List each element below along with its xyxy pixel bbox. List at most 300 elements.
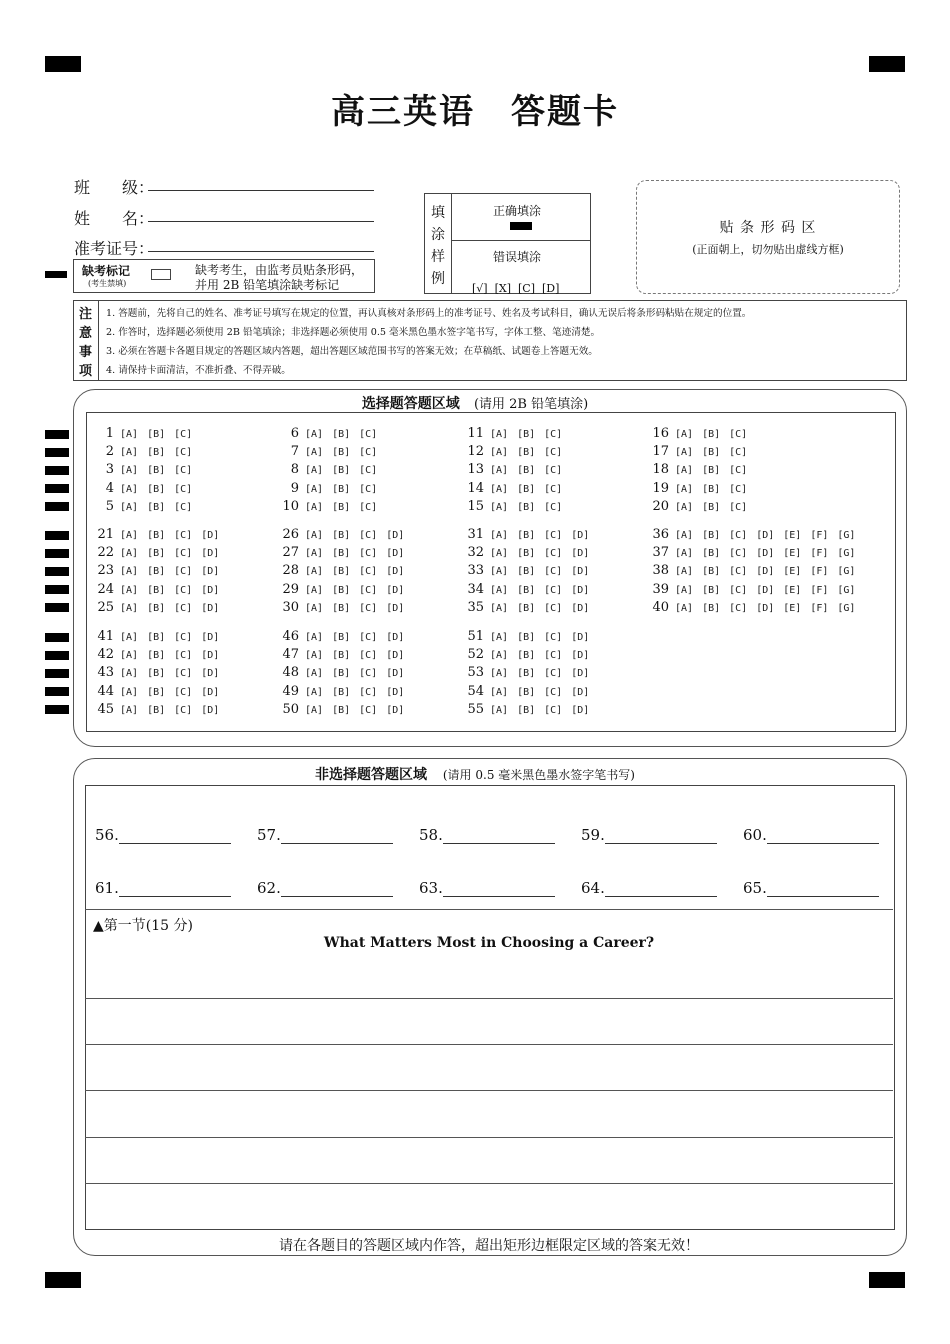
answer-bubble-c[interactable]: [C] (729, 429, 748, 440)
answer-bubble-f[interactable]: [F] (810, 566, 829, 578)
answer-bubble-d[interactable]: [D] (571, 548, 590, 560)
wrong-fill-label: 错误填涂 (493, 250, 542, 264)
answer-bubble-a[interactable]: [A] (120, 704, 139, 716)
absent-checkbox[interactable] (151, 269, 171, 280)
answer-bubble-b[interactable]: [B] (702, 447, 721, 459)
answer-bubble-c[interactable]: [C] (174, 632, 193, 643)
answer-bubble-a[interactable]: [A] (490, 447, 509, 459)
answer-bubble-f[interactable]: [F] (810, 584, 829, 596)
fill-blank[interactable] (743, 879, 879, 897)
answer-bubble-c[interactable]: [C] (729, 530, 748, 541)
answer-bubble-a[interactable]: [A] (120, 465, 139, 477)
blank-line[interactable] (281, 829, 393, 844)
answer-bubble-b[interactable]: [B] (332, 548, 351, 560)
answer-bubble-b[interactable]: [B] (147, 483, 166, 495)
answer-bubble-d[interactable]: [D] (571, 632, 590, 643)
answer-bubble-b[interactable]: [B] (517, 668, 536, 680)
answer-bubble-g[interactable]: [G] (837, 584, 856, 596)
notes-box (73, 300, 907, 381)
answer-bubble-b[interactable]: [B] (517, 602, 536, 614)
answer-bubble-a[interactable]: [A] (490, 465, 509, 477)
answer-bubble-d[interactable]: [D] (201, 584, 220, 596)
answer-bubble-b[interactable]: [B] (702, 530, 721, 541)
answer-bubble-a[interactable]: [A] (305, 548, 324, 560)
question-number: 26 (282, 527, 299, 542)
answer-bubble-a[interactable]: [A] (305, 465, 324, 477)
answer-bubble-b[interactable]: [B] (702, 584, 721, 596)
answer-bubble-a[interactable]: [A] (120, 668, 139, 680)
choice-question (92, 481, 201, 496)
answer-bubble-c[interactable]: [C] (544, 584, 563, 596)
answer-bubble-c[interactable]: [C] (544, 447, 563, 459)
answer-bubble-c[interactable]: [C] (544, 429, 563, 440)
timing-mark (45, 651, 69, 660)
answer-bubble-g[interactable]: [G] (837, 566, 856, 578)
answer-bubble-b[interactable]: [B] (147, 584, 166, 596)
answer-bubble-a[interactable]: [A] (305, 447, 324, 459)
answer-bubble-c[interactable]: [C] (359, 501, 378, 513)
absent-mark-box (73, 259, 375, 293)
answer-bubble-a[interactable]: [A] (675, 566, 694, 578)
answer-bubble-c[interactable]: [C] (359, 584, 378, 596)
answer-bubble-f[interactable]: [F] (810, 548, 829, 560)
choice-question (277, 444, 386, 459)
answer-bubble-d[interactable]: [D] (571, 686, 590, 698)
answer-bubble-d[interactable]: [D] (201, 686, 220, 698)
answer-bubble-c[interactable]: [C] (359, 704, 378, 716)
answer-bubble-d[interactable]: [D] (386, 548, 405, 560)
writing-line[interactable] (85, 998, 893, 999)
nonchoice-answer-box (85, 785, 895, 1230)
answer-bubble-c[interactable]: [C] (174, 465, 193, 477)
answer-bubble-a[interactable]: [A] (490, 602, 509, 614)
answer-bubble-c[interactable]: [C] (174, 650, 193, 662)
fill-blank[interactable] (419, 826, 555, 844)
answer-bubble-b[interactable]: [B] (517, 686, 536, 698)
answer-bubble-d[interactable]: [D] (386, 668, 405, 680)
answer-bubble-c[interactable]: [C] (359, 530, 378, 541)
question-number: 17 (652, 444, 669, 460)
blank-line[interactable] (767, 829, 879, 844)
answer-bubble-c[interactable]: [C] (359, 602, 378, 614)
answer-bubble-a[interactable]: [A] (120, 429, 139, 440)
choice-question (462, 563, 598, 578)
answer-bubble-b[interactable]: [B] (332, 686, 351, 698)
answer-bubble-g[interactable]: [G] (837, 602, 856, 614)
answer-bubble-a[interactable]: [A] (305, 632, 324, 643)
answer-bubble-c[interactable]: [C] (544, 650, 563, 662)
answer-bubble-b[interactable]: [B] (517, 530, 536, 541)
choice-question (277, 545, 413, 560)
answer-bubble-c[interactable]: [C] (174, 548, 193, 560)
answer-bubble-a[interactable]: [A] (490, 566, 509, 578)
answer-bubble-a[interactable]: [A] (675, 447, 694, 459)
answer-bubble-a[interactable]: [A] (490, 704, 509, 716)
fill-blank[interactable] (419, 879, 555, 897)
answer-bubble-b[interactable]: [B] (332, 429, 351, 440)
answer-bubble-b[interactable]: [B] (332, 602, 351, 614)
exam-id-field[interactable] (148, 251, 374, 252)
answer-bubble-d[interactable]: [D] (571, 650, 590, 662)
answer-bubble-b[interactable]: [B] (332, 632, 351, 643)
blank-number: 63. (419, 879, 443, 897)
answer-bubble-a[interactable]: [A] (675, 548, 694, 560)
fill-blank[interactable] (95, 826, 231, 844)
note-item: 2. 作答时，选择题必须使用 2B 铅笔填涂；非选择题必须使用 0.5 毫米黑色墨水签字笔书写，字体工整、笔迹清楚。 (106, 327, 601, 338)
timing-mark (45, 567, 69, 576)
page-title (0, 84, 950, 133)
answer-bubble-a[interactable]: [A] (120, 530, 139, 541)
answer-bubble-b[interactable]: [B] (332, 566, 351, 578)
answer-bubble-b[interactable]: [B] (517, 704, 536, 716)
choice-question (277, 426, 386, 441)
answer-bubble-d[interactable]: [D] (201, 566, 220, 578)
answer-bubble-c[interactable]: [C] (729, 584, 748, 596)
answer-bubble-b[interactable]: [B] (147, 548, 166, 560)
answer-bubble-c[interactable]: [C] (359, 632, 378, 643)
question-number: 25 (97, 599, 114, 615)
answer-bubble-a[interactable]: [A] (305, 668, 324, 680)
answer-bubble-b[interactable]: [B] (147, 632, 166, 643)
blank-line[interactable] (119, 882, 231, 897)
answer-bubble-c[interactable]: [C] (359, 668, 378, 680)
answer-bubble-c[interactable]: [C] (729, 602, 748, 614)
blank-line[interactable] (119, 829, 231, 844)
question-number: 47 (282, 647, 299, 663)
answer-bubble-e[interactable]: [E] (783, 548, 802, 560)
answer-bubble-c[interactable]: [C] (174, 704, 193, 716)
answer-bubble-a[interactable]: [A] (305, 650, 324, 662)
answer-bubble-c[interactable]: [C] (544, 668, 563, 680)
answer-bubble-a[interactable]: [A] (675, 465, 694, 477)
answer-bubble-d[interactable]: [D] (756, 602, 775, 614)
answer-bubble-d[interactable]: [D] (201, 530, 220, 541)
answer-bubble-c[interactable]: [C] (544, 548, 563, 560)
answer-bubble-a[interactable]: [A] (120, 447, 139, 459)
answer-bubble-b[interactable]: [B] (517, 650, 536, 662)
answer-bubble-b[interactable]: [B] (332, 501, 351, 513)
answer-bubble-g[interactable]: [G] (837, 530, 856, 541)
answer-bubble-b[interactable]: [B] (147, 686, 166, 698)
answer-bubble-d[interactable]: [D] (386, 566, 405, 578)
answer-bubble-b[interactable]: [B] (517, 584, 536, 596)
answer-bubble-a[interactable]: [A] (120, 548, 139, 560)
answer-bubble-b[interactable]: [B] (147, 429, 166, 440)
answer-bubble-a[interactable]: [A] (305, 602, 324, 614)
answer-bubble-f[interactable]: [F] (810, 530, 829, 541)
answer-bubble-c[interactable]: [C] (174, 668, 193, 680)
answer-bubble-b[interactable]: [B] (332, 530, 351, 541)
class-field[interactable] (148, 190, 374, 191)
corner-mark-top-left (45, 56, 81, 72)
fill-blank[interactable] (743, 826, 879, 844)
answer-bubble-c[interactable]: [C] (544, 602, 563, 614)
question-number: 10 (282, 498, 299, 514)
answer-bubble-c[interactable]: [C] (729, 548, 748, 560)
blank-line[interactable] (767, 882, 879, 897)
answer-bubble-a[interactable]: [A] (305, 686, 324, 698)
answer-bubble-d[interactable]: [D] (571, 704, 590, 716)
answer-bubble-c[interactable]: [C] (544, 566, 563, 578)
answer-bubble-b[interactable]: [B] (147, 447, 166, 459)
answer-bubble-g[interactable]: [G] (837, 548, 856, 560)
answer-bubble-c[interactable]: [C] (359, 686, 378, 698)
answer-bubble-a[interactable]: [A] (120, 483, 139, 495)
answer-bubble-a[interactable]: [A] (305, 566, 324, 578)
answer-bubble-b[interactable]: [B] (147, 668, 166, 680)
answer-bubble-a[interactable]: [A] (490, 548, 509, 560)
answer-bubble-d[interactable]: [D] (571, 668, 590, 680)
answer-bubble-a[interactable]: [A] (120, 632, 139, 643)
answer-bubble-c[interactable]: [C] (544, 465, 563, 477)
title-main: 高三英语 (331, 92, 475, 132)
answer-bubble-a[interactable]: [A] (675, 501, 694, 513)
answer-bubble-a[interactable]: [A] (490, 668, 509, 680)
answer-bubble-c[interactable]: [C] (359, 447, 378, 459)
answer-bubble-a[interactable]: [A] (490, 429, 509, 440)
answer-bubble-b[interactable]: [B] (332, 668, 351, 680)
answer-bubble-b[interactable]: [B] (517, 501, 536, 513)
answer-bubble-b[interactable]: [B] (332, 650, 351, 662)
answer-bubble-a[interactable]: [A] (120, 501, 139, 513)
answer-bubble-a[interactable]: [A] (305, 483, 324, 495)
answer-bubble-a[interactable]: [A] (305, 501, 324, 513)
answer-bubble-c[interactable]: [C] (544, 501, 563, 513)
choice-question (277, 481, 386, 496)
answer-bubble-e[interactable]: [E] (783, 602, 802, 614)
answer-bubble-b[interactable]: [B] (147, 530, 166, 541)
answer-bubble-d[interactable]: [D] (201, 704, 220, 716)
choice-question (462, 426, 571, 441)
answer-bubble-d[interactable]: [D] (201, 650, 220, 662)
answer-bubble-d[interactable]: [D] (571, 530, 590, 541)
blank-line[interactable] (443, 829, 555, 844)
blank-line[interactable] (281, 882, 393, 897)
answer-bubble-c[interactable]: [C] (359, 429, 378, 440)
answer-bubble-b[interactable]: [B] (147, 602, 166, 614)
question-number: 9 (290, 480, 299, 496)
question-number: 23 (97, 563, 114, 579)
note-item: 4. 请保持卡面清洁，不准折叠、不得弄破。 (106, 365, 291, 376)
answer-bubble-c[interactable]: [C] (544, 686, 563, 698)
answer-bubble-b[interactable]: [B] (147, 465, 166, 477)
answer-bubble-b[interactable]: [B] (332, 584, 351, 596)
answer-bubble-b[interactable]: [B] (147, 566, 166, 578)
answer-bubble-b[interactable]: [B] (332, 483, 351, 495)
answer-bubble-a[interactable]: [A] (305, 530, 324, 541)
answer-bubble-d[interactable]: [D] (571, 602, 590, 614)
answer-bubble-c[interactable]: [C] (544, 632, 563, 643)
answer-bubble-c[interactable]: [C] (544, 530, 563, 541)
blank-line[interactable] (605, 882, 717, 897)
title-sub: 答题卡 (511, 92, 619, 132)
fill-blank[interactable] (581, 826, 717, 844)
answer-bubble-c[interactable]: [C] (729, 501, 748, 513)
answer-bubble-d[interactable]: [D] (756, 530, 775, 541)
answer-bubble-c[interactable]: [C] (174, 501, 193, 513)
question-number: 51 (467, 629, 484, 644)
answer-bubble-b[interactable]: [B] (517, 566, 536, 578)
answer-bubble-b[interactable]: [B] (517, 465, 536, 477)
answer-bubble-c[interactable]: [C] (359, 548, 378, 560)
question-number: 42 (97, 647, 114, 663)
fill-sample-box (424, 193, 591, 294)
answer-bubble-a[interactable]: [A] (675, 602, 694, 614)
answer-bubble-a[interactable]: [A] (120, 686, 139, 698)
answer-bubble-c[interactable]: [C] (729, 566, 748, 578)
answer-bubble-b[interactable]: [B] (147, 501, 166, 513)
answer-bubble-b[interactable]: [B] (702, 501, 721, 513)
answer-bubble-d[interactable]: [D] (386, 530, 405, 541)
answer-bubble-f[interactable]: [F] (810, 602, 829, 614)
answer-bubble-d[interactable]: [D] (201, 632, 220, 643)
answer-bubble-a[interactable]: [A] (305, 584, 324, 596)
answer-bubble-b[interactable]: [B] (517, 548, 536, 560)
question-number: 7 (290, 444, 299, 460)
blank-number: 59. (581, 826, 605, 844)
question-number: 50 (282, 701, 299, 717)
answer-bubble-b[interactable]: [B] (702, 602, 721, 614)
answer-bubble-a[interactable]: [A] (490, 483, 509, 495)
answer-bubble-a[interactable]: [A] (120, 584, 139, 596)
answer-bubble-c[interactable]: [C] (174, 483, 193, 495)
answer-bubble-b[interactable]: [B] (702, 465, 721, 477)
answer-bubble-b[interactable]: [B] (517, 429, 536, 440)
answer-bubble-c[interactable]: [C] (174, 429, 193, 440)
answer-bubble-d[interactable]: [D] (386, 650, 405, 662)
answer-bubble-a[interactable]: [A] (675, 584, 694, 596)
answer-bubble-c[interactable]: [C] (174, 530, 193, 541)
blank-number: 61. (95, 879, 119, 897)
answer-bubble-c[interactable]: [C] (174, 584, 193, 596)
answer-bubble-a[interactable]: [A] (490, 501, 509, 513)
choice-question (647, 545, 864, 560)
writing-line[interactable] (85, 1044, 893, 1045)
answer-bubble-d[interactable]: [D] (571, 566, 590, 578)
answer-bubble-a[interactable]: [A] (675, 429, 694, 440)
answer-bubble-d[interactable]: [D] (756, 548, 775, 560)
writing-line[interactable] (85, 1137, 893, 1138)
answer-bubble-b[interactable]: [B] (702, 566, 721, 578)
answer-bubble-b[interactable]: [B] (702, 483, 721, 495)
answer-bubble-a[interactable]: [A] (305, 704, 324, 716)
fill-blank[interactable] (257, 879, 393, 897)
answer-bubble-a[interactable]: [A] (120, 650, 139, 662)
answer-bubble-d[interactable]: [D] (571, 584, 590, 596)
question-number: 15 (467, 498, 484, 514)
choice-question (462, 647, 598, 662)
answer-bubble-a[interactable]: [A] (490, 650, 509, 662)
answer-bubble-c[interactable]: [C] (174, 566, 193, 578)
answer-bubble-c[interactable]: [C] (174, 602, 193, 614)
answer-bubble-b[interactable]: [B] (702, 548, 721, 560)
question-number: 34 (467, 581, 484, 597)
timing-mark (45, 705, 69, 714)
answer-bubble-a[interactable]: [A] (120, 566, 139, 578)
fill-blank[interactable] (581, 879, 717, 897)
answer-bubble-a[interactable]: [A] (120, 602, 139, 614)
answer-bubble-e[interactable]: [E] (783, 584, 802, 596)
choice-question (647, 462, 756, 477)
answer-bubble-b[interactable]: [B] (332, 704, 351, 716)
answer-bubble-c[interactable]: [C] (729, 483, 748, 495)
writing-line[interactable] (85, 1090, 893, 1091)
choice-question (462, 582, 598, 597)
name-field[interactable] (148, 221, 374, 222)
answer-bubble-e[interactable]: [E] (783, 566, 802, 578)
answer-bubble-d[interactable]: [D] (201, 548, 220, 560)
answer-bubble-c[interactable]: [C] (729, 465, 748, 477)
answer-bubble-d[interactable]: [D] (201, 602, 220, 614)
timing-mark (45, 502, 69, 511)
answer-bubble-d[interactable]: [D] (756, 584, 775, 596)
answer-bubble-d[interactable]: [D] (386, 632, 405, 643)
question-number: 24 (97, 581, 114, 597)
answer-bubble-d[interactable]: [D] (386, 602, 405, 614)
answer-bubble-a[interactable]: [A] (675, 530, 694, 541)
answer-bubble-b[interactable]: [B] (332, 465, 351, 477)
question-number: 43 (97, 665, 114, 681)
absent-label: 缺考标记 (82, 264, 131, 278)
answer-bubble-c[interactable]: [C] (359, 650, 378, 662)
choice-question (92, 563, 228, 578)
answer-bubble-b[interactable]: [B] (517, 483, 536, 495)
timing-mark (45, 633, 69, 642)
choice-question (277, 582, 413, 597)
answer-bubble-d[interactable]: [D] (201, 668, 220, 680)
correct-fill-label: 正确填涂 (493, 204, 542, 218)
answer-bubble-b[interactable]: [B] (147, 704, 166, 716)
answer-bubble-a[interactable]: [A] (490, 584, 509, 596)
choice-question (92, 582, 228, 597)
fill-blank[interactable] (257, 826, 393, 844)
answer-bubble-b[interactable]: [B] (517, 632, 536, 643)
answer-bubble-c[interactable]: [C] (174, 447, 193, 459)
answer-bubble-a[interactable]: [A] (490, 530, 509, 541)
answer-bubble-c[interactable]: [C] (729, 447, 748, 459)
answer-bubble-c[interactable]: [C] (544, 704, 563, 716)
choice-question (277, 629, 413, 644)
answer-bubble-b[interactable]: [B] (702, 429, 721, 440)
fill-blank[interactable] (95, 879, 231, 897)
answer-bubble-a[interactable]: [A] (490, 686, 509, 698)
choice-question (92, 600, 228, 615)
notes-side-char: 意 (79, 326, 93, 341)
blank-line[interactable] (605, 829, 717, 844)
answer-bubble-c[interactable]: [C] (544, 483, 563, 495)
answer-bubble-b[interactable]: [B] (147, 650, 166, 662)
choice-question (277, 684, 413, 699)
question-number: 6 (290, 426, 299, 441)
answer-bubble-d[interactable]: [D] (386, 584, 405, 596)
answer-bubble-a[interactable]: [A] (305, 429, 324, 440)
answer-bubble-c[interactable]: [C] (359, 566, 378, 578)
answer-bubble-d[interactable]: [D] (756, 566, 775, 578)
answer-bubble-a[interactable]: [A] (675, 483, 694, 495)
answer-bubble-c[interactable]: [C] (359, 465, 378, 477)
writing-line[interactable] (85, 1183, 893, 1184)
answer-bubble-b[interactable]: [B] (332, 447, 351, 459)
answer-bubble-c[interactable]: [C] (359, 483, 378, 495)
question-number: 1 (105, 426, 114, 441)
answer-bubble-d[interactable]: [D] (386, 686, 405, 698)
blank-line[interactable] (443, 882, 555, 897)
answer-bubble-c[interactable]: [C] (174, 686, 193, 698)
answer-bubble-b[interactable]: [B] (517, 447, 536, 459)
answer-bubble-d[interactable]: [D] (386, 704, 405, 716)
answer-bubble-e[interactable]: [E] (783, 530, 802, 541)
answer-bubble-a[interactable]: [A] (490, 632, 509, 643)
